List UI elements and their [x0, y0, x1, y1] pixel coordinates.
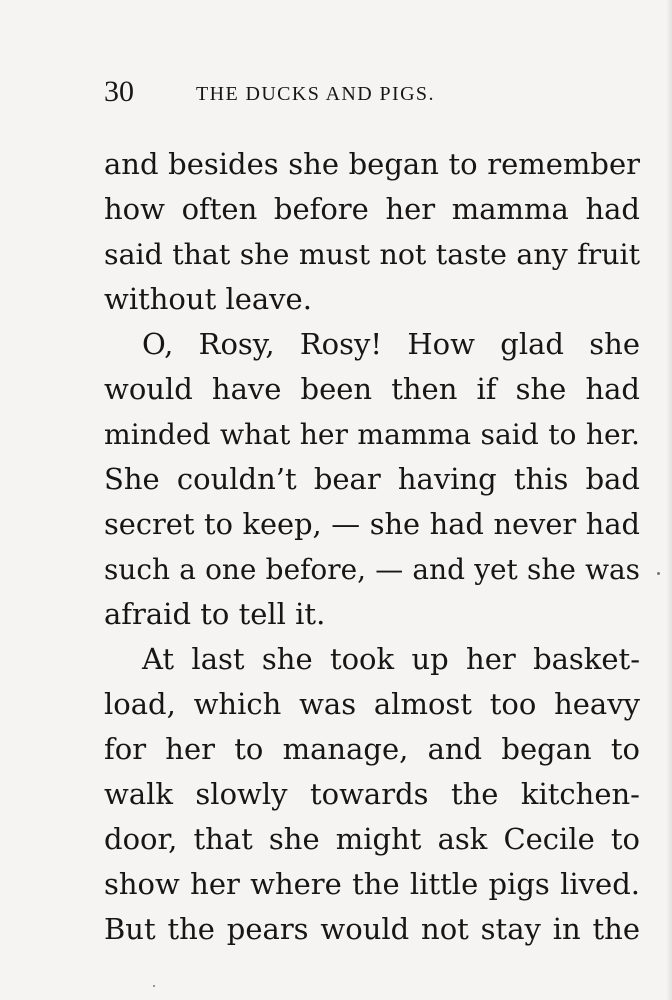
text-line: and besides she began to remember [104, 147, 640, 181]
text-line: door, that she might ask Cecile to [104, 822, 640, 856]
text-line: She couldn’t bear having this bad [104, 462, 640, 496]
text-line: O, Rosy, Rosy! How glad she [142, 327, 640, 361]
page-edge-shadow [666, 0, 672, 1000]
text-line: show her where the little pigs lived. [104, 867, 640, 901]
page-number: 30 [104, 75, 134, 108]
text-line: would have been then if she had [104, 372, 640, 406]
text-line: said that she must not taste any fruit [104, 238, 640, 271]
paper-speck [153, 985, 155, 987]
text-line: afraid to tell it. [104, 597, 326, 631]
text-line: such a one before, — and yet she was [104, 553, 640, 586]
body-text [104, 142, 640, 952]
text-line: But the pears would not stay in the [104, 912, 640, 946]
text-line: minded what her mamma said to her. [104, 418, 640, 451]
page-header [104, 72, 544, 112]
text-line: walk slowly towards the kitchen- [104, 777, 640, 811]
running-head: THE DUCKS AND PIGS. [196, 83, 435, 105]
text-line: load, which was almost too heavy [104, 687, 640, 721]
paper-speck [657, 572, 660, 575]
text-line: secret to keep, — she had never had [104, 507, 640, 541]
text-line: At last she took up her basket- [142, 642, 640, 676]
text-line: for her to manage, and began to [104, 732, 640, 766]
text-line: how often before her mamma had [104, 192, 640, 226]
text-line: without leave. [104, 282, 312, 316]
